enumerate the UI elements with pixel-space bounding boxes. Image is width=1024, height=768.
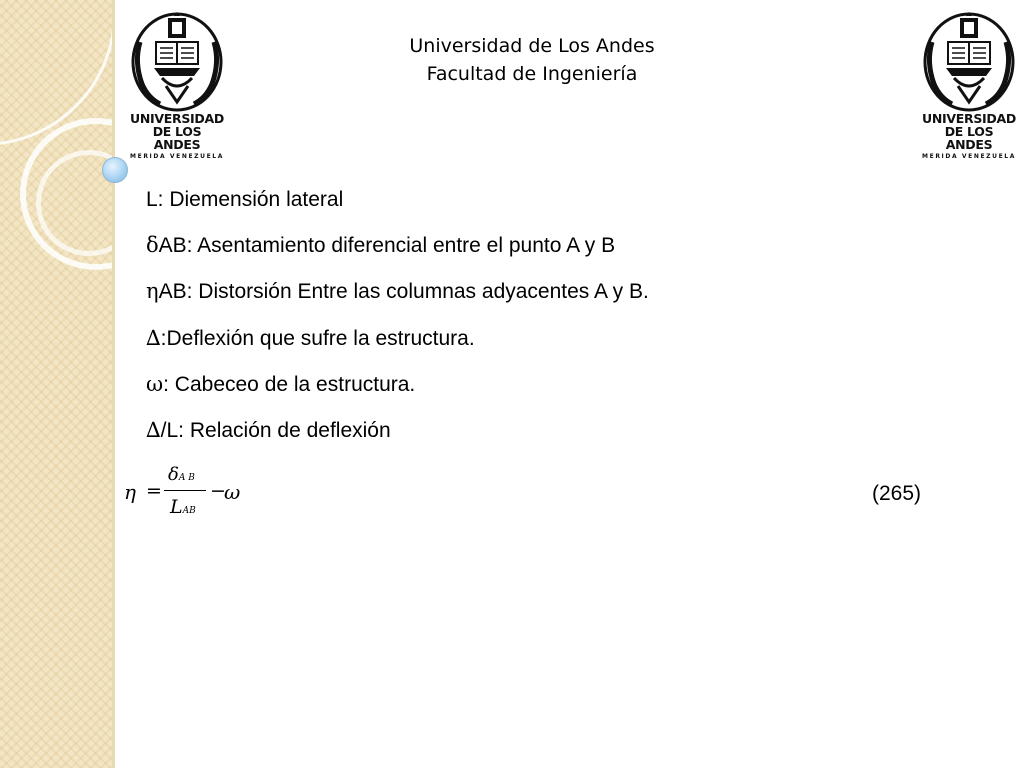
university-seal-icon (922, 12, 1016, 112)
formula-l: L (170, 496, 183, 518)
definition-text: AB: Distorsión Entre las columnas adyacentes A y B. (158, 280, 649, 304)
slide-header (280, 32, 784, 88)
definition-text: : Cabeceo de la estructura. (163, 372, 416, 396)
logo-text-university: UNIVERSIDAD (922, 111, 1016, 126)
formula-minus: − (210, 480, 226, 502)
definition-item (146, 417, 649, 463)
decorative-side-panel (0, 0, 112, 768)
formula-omega: ω (224, 480, 241, 504)
definition-item (146, 371, 649, 417)
definition-symbol: η (146, 279, 159, 304)
definition-symbol: ∆ (146, 417, 161, 442)
definition-symbol: δ (146, 233, 159, 258)
formula-eta: η (124, 480, 136, 504)
definition-item (146, 278, 649, 324)
formula-numerator-subscript: A B (178, 473, 195, 483)
university-logo-left (130, 12, 224, 160)
distortion-formula (120, 464, 320, 524)
equation-number: (265) (872, 482, 922, 505)
formula-denominator-subscript: AB (182, 506, 196, 516)
decorative-dot (102, 157, 128, 183)
definitions-list (146, 186, 649, 463)
university-seal-icon (130, 12, 224, 112)
formula-numerator (168, 464, 195, 485)
formula-denominator (170, 496, 196, 518)
header-faculty: Facultad de Ingeniería (426, 63, 638, 85)
university-logo-right (922, 12, 1016, 160)
logo-text-university: UNIVERSIDAD (130, 111, 224, 126)
formula-fraction-bar (164, 490, 206, 491)
formula-equals: = (146, 480, 162, 502)
logo-text-merida: MERIDA VENEZUELA (922, 153, 1016, 160)
side-panel-border (112, 0, 115, 768)
logo-text-merida: MERIDA VENEZUELA (130, 153, 224, 160)
definition-item (146, 232, 649, 278)
formula-delta: δ (168, 464, 179, 485)
definition-text: L: Diemensión lateral (146, 188, 344, 211)
definition-item (146, 186, 649, 232)
logo-text-de-los-andes: DE LOS ANDES (944, 124, 994, 152)
logo-text-de-los-andes: DE LOS ANDES (152, 124, 202, 152)
definition-text: /L: Relación de deflexión (160, 418, 391, 442)
definition-text: AB: Asentamiento diferencial entre el punto A y B (158, 234, 616, 258)
header-university: Universidad de Los Andes (409, 35, 655, 57)
definition-item (146, 325, 649, 371)
definition-text: :Deflexión que sufre la estructura. (160, 326, 475, 350)
definition-symbol: ω (146, 371, 164, 396)
definition-symbol: ∆ (146, 325, 161, 350)
